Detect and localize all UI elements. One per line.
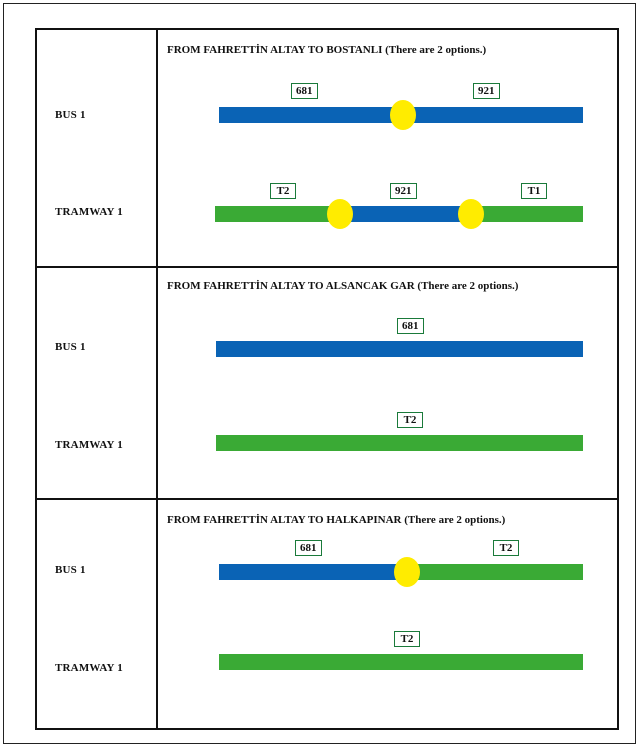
bus-option-label: BUS 1 [55,109,86,121]
bus-option-label: BUS 1 [55,564,86,576]
route-section-bostanli [37,30,617,266]
route-tag-t2: T2 [397,412,423,428]
route-tag-t1: T1 [521,183,547,199]
tram-line-segment [407,564,583,580]
bus-line-segment [219,564,407,580]
route-section-alsancak-gar [37,266,617,498]
column-divider [156,500,158,728]
transfer-stop [390,100,416,130]
tram-line-segment [216,435,583,451]
tram-line-segment [219,654,583,670]
route-tag-681: 681 [291,83,318,99]
bus-line-segment [216,341,583,357]
column-divider [156,268,158,498]
route-tag-681: 681 [295,540,322,556]
tram-line-segment [215,206,340,222]
section-title: FROM FAHRETTİN ALTAY TO ALSANCAK GAR (There are 2 options.) [167,280,519,292]
column-divider [156,30,158,266]
tramway-option-label: TRAMWAY 1 [55,439,123,451]
route-tag-t2: T2 [270,183,296,199]
route-tag-t2: T2 [394,631,420,647]
route-tag-921: 921 [473,83,500,99]
tram-line-segment [471,206,583,222]
transfer-stop [394,557,420,587]
tramway-option-label: TRAMWAY 1 [55,206,123,218]
section-title: FROM FAHRETTİN ALTAY TO HALKAPINAR (There are 2 options.) [167,514,506,526]
route-section-halkapinar [37,498,617,728]
bus-line-segment [340,206,471,222]
bus-option-label: BUS 1 [55,341,86,353]
figure-frame [3,3,636,744]
route-tag-921: 921 [390,183,417,199]
transfer-stop [458,199,484,229]
route-tag-681: 681 [397,318,424,334]
route-options-table [35,28,619,730]
transfer-stop [327,199,353,229]
route-tag-t2: T2 [493,540,519,556]
section-title: FROM FAHRETTİN ALTAY TO BOSTANLI (There are 2 options.) [167,44,487,56]
tramway-option-label: TRAMWAY 1 [55,662,123,674]
